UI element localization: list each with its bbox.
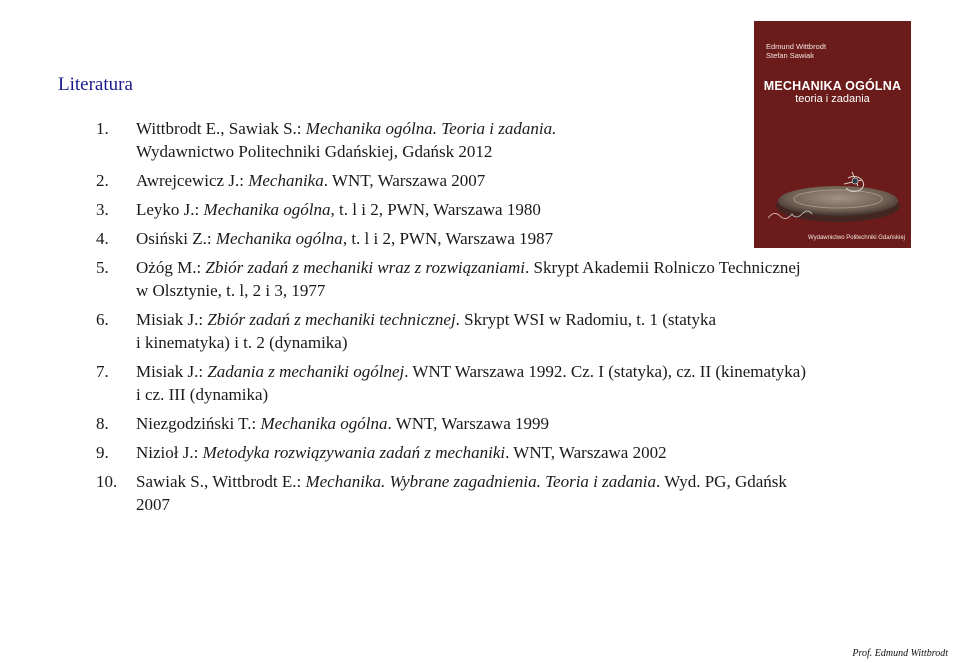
reference-detail: . WNT, Warszawa 1999 — [387, 414, 549, 433]
reference-title: Mechanika ogólna — [215, 229, 343, 248]
reference-number: 5. — [96, 258, 109, 277]
reference-item — [96, 441, 916, 464]
reference-detail: . Skrypt Akademii Rolniczo Technicznej — [525, 258, 801, 277]
reference-item — [96, 360, 916, 406]
reference-text — [136, 119, 556, 161]
spinning-top-illustration — [760, 166, 905, 231]
cover-publisher: Wydawnictwo Politechniki Gdańskiej — [808, 235, 905, 241]
reference-detail: Misiak J.: — [136, 362, 208, 381]
reference-title: Mechanika — [248, 171, 324, 190]
reference-text — [136, 229, 553, 248]
reference-detail: Sawiak S., Wittbrodt E.: — [136, 472, 306, 491]
reference-number: 6. — [96, 310, 109, 329]
reference-detail: Niezgodziński T.: — [136, 414, 261, 433]
reference-title: Mechanika. Wybrane zagadnienia. Teoria i zadania — [305, 472, 656, 491]
reference-title: Mechanika ogólna — [260, 414, 388, 433]
reference-detail: . Wyd. PG, Gdańsk — [656, 472, 787, 491]
reference-detail: . WNT Warszawa 1992. Cz. I (statyka), cz. II (kinematyka) — [404, 362, 806, 381]
reference-title: Mechanika ogólna — [203, 200, 331, 219]
reference-detail: . Skrypt WSI w Radomiu, t. 1 (statyka — [455, 310, 717, 329]
reference-title: Zbiór zadań z mechaniki wraz z rozwiązaniami — [205, 258, 525, 277]
reference-item — [96, 308, 916, 354]
reference-item — [96, 470, 916, 516]
reference-text — [136, 414, 549, 433]
reference-title: Mechanika ogólna. Teoria i zadania. — [305, 119, 557, 138]
cover-author: Stefan Sawiak — [766, 51, 814, 60]
reference-detail: i kinematyka) i t. 2 (dynamika) — [136, 333, 348, 352]
reference-text — [136, 200, 541, 219]
reference-title: Zadania z mechaniki ogólnej — [207, 362, 405, 381]
reference-detail: , t. l i 2, PWN, Warszawa 1980 — [330, 200, 541, 219]
cover-author: Edmund Wittbrodt — [766, 42, 827, 51]
reference-title: Zbiór zadań z mechaniki technicznej — [207, 310, 456, 329]
reference-text — [136, 310, 716, 352]
footer-author: Prof. Edmund Wittbrodt — [852, 648, 948, 659]
reference-detail: Wydawnictwo Politechniki Gdańskiej, Gdańsk 2012 — [136, 142, 493, 161]
reference-text — [136, 472, 787, 514]
book-cover — [754, 21, 911, 248]
reference-detail: i cz. III (dynamika) — [136, 385, 269, 404]
cover-subtitle: teoria i zadania — [795, 93, 870, 105]
reference-detail: Osiński Z.: — [136, 229, 216, 248]
reference-item — [96, 412, 916, 435]
reference-text — [136, 258, 801, 300]
cover-title: MECHANIKA OGÓLNA — [763, 79, 902, 93]
reference-number: 10. — [96, 472, 118, 491]
reference-number: 3. — [96, 200, 109, 219]
reference-text — [136, 362, 806, 404]
reference-detail: Misiak J.: — [136, 310, 208, 329]
page-title: Literatura — [58, 74, 133, 95]
reference-detail: Awrejcewicz J.: — [136, 171, 249, 190]
reference-detail: 2007 — [136, 495, 170, 514]
reference-number: 2. — [96, 171, 109, 190]
reference-number: 9. — [96, 443, 109, 462]
reference-text — [136, 443, 667, 462]
reference-number: 8. — [96, 414, 109, 433]
cover-authors — [766, 42, 826, 60]
reference-number: 4. — [96, 229, 109, 248]
reference-number: 1. — [96, 119, 109, 138]
reference-detail: . WNT, Warszawa 2002 — [505, 443, 667, 462]
reference-detail: Wittbrodt E., Sawiak S.: — [136, 119, 306, 138]
reference-detail: Leyko J.: — [136, 200, 204, 219]
reference-text — [136, 171, 485, 190]
reference-detail: . WNT, Warszawa 2007 — [323, 171, 486, 190]
reference-number: 7. — [96, 362, 109, 381]
reference-title: Metodyka rozwiązywania zadań z mechaniki — [202, 443, 506, 462]
reference-item — [96, 256, 916, 302]
reference-detail: w Olsztynie, t. l, 2 i 3, 1977 — [136, 281, 326, 300]
reference-detail: , t. l i 2, PWN, Warszawa 1987 — [342, 229, 554, 248]
reference-detail: Nizioł J.: — [136, 443, 203, 462]
reference-detail: Ożóg M.: — [136, 258, 206, 277]
